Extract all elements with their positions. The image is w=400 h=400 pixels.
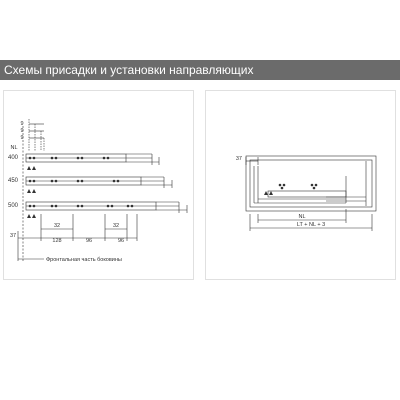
hole-dim-32-left: 32 <box>53 223 61 229</box>
total-length-label: LT + NL + 3 <box>296 222 326 228</box>
offset-dim: 37 <box>235 156 242 162</box>
length-450: 450 <box>7 178 19 184</box>
nl-label: NL <box>298 214 306 220</box>
hole-dim-32-right: 32 <box>112 223 120 229</box>
section-header <box>0 60 400 80</box>
installation-scheme-panel <box>205 90 396 280</box>
top-dim-1: 9 <box>20 121 24 127</box>
installation-scheme-diagram <box>206 91 395 279</box>
top-dim-3: 9 <box>20 135 24 141</box>
hole-dim-96-b: 96 <box>117 238 125 244</box>
hole-dim-128: 128 <box>52 238 62 244</box>
bottom-left-dim: 37 <box>9 233 17 239</box>
hole-dim-96-a: 96 <box>85 238 93 244</box>
caption-front-panel: Фронтальная часть боковины <box>46 257 122 263</box>
nl-label: NL <box>10 145 18 151</box>
drilling-scheme-diagram <box>4 91 193 279</box>
top-dim-2: 9 <box>20 128 24 134</box>
drilling-scheme-panel <box>3 90 194 280</box>
length-500: 500 <box>7 203 19 209</box>
length-400: 400 <box>7 155 19 161</box>
section-title: Схемы присадки и установки направляющих <box>4 63 254 77</box>
